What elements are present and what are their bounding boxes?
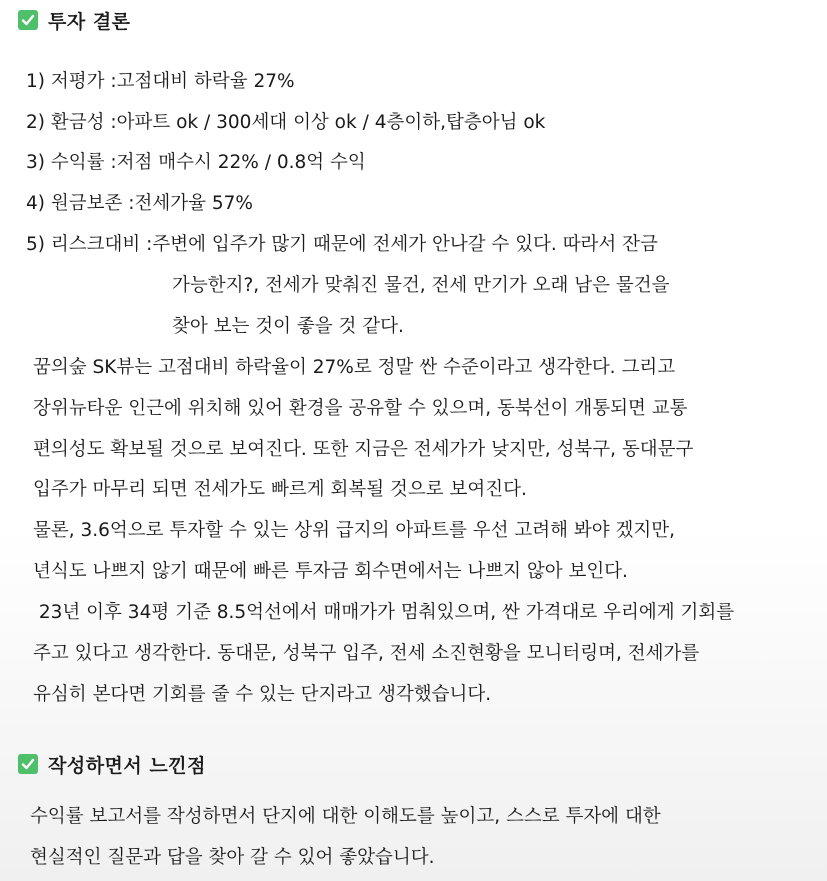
paragraph-line: 수익률 보고서를 작성하면서 단지에 대한 이해도를 높이고, 스스로 투자에 대한 [30, 806, 661, 827]
paragraph-line: 23년 이후 34평 기준 8.5억선에서 매매가가 멈춰있으며, 싼 가격대로 우리에게 기회를 [33, 602, 735, 623]
paragraph-line: 유심히 본다면 기회를 줄 수 있는 단지라고 생각했습니다. [33, 684, 492, 705]
section-title: 작성하면서 느낀점 [48, 754, 206, 777]
list-item [26, 233, 658, 257]
item-text: 고점대비 하락율 27% [116, 71, 295, 92]
paragraph-line: 주고 있다고 생각한다. 동대문, 성북구 입주, 전세 소진현황을 모니터링며, 전세가를 [33, 643, 700, 664]
list-item [26, 111, 545, 135]
check-box-icon [18, 754, 38, 774]
paragraph-line: 물론, 3.6억으로 투자할 수 있는 상위 급지의 아파트를 우선 고려해 봐야 겠지만, [33, 520, 676, 541]
item-label: 5) 리스크대비 : [26, 234, 153, 255]
paragraph-line: 편의성도 확보될 것으로 보여진다. 또한 지금은 전세가가 낮지만, 성북구, 동대문구 [33, 439, 694, 460]
item-label: 4) 원금보존 : [26, 193, 135, 214]
paragraph-line: 꿈의숲 SK뷰는 고점대비 하락율이 27%로 정말 싼 수준이라고 생각한다. 그리고 [33, 357, 676, 378]
list-item [26, 151, 366, 175]
list-item [26, 192, 253, 216]
item-text: 저점 매수시 22% / 0.8억 수익 [116, 152, 366, 173]
paragraph-line: 현실적인 질문과 답을 찾아 갈 수 있어 좋았습니다. [30, 847, 435, 868]
paragraph-line: 년식도 나쁘지 않기 때문에 빠른 투자금 회수면에서는 나쁘지 않아 보인다. [33, 561, 628, 582]
check-box-icon [18, 10, 38, 30]
item-label: 2) 환금성 : [26, 112, 117, 133]
paragraph-line: 입주가 마무리 되면 전세가도 빠르게 회복될 것으로 보여진다. [33, 479, 527, 500]
item-text: 주변에 입주가 많기 때문에 전세가 안나갈 수 있다. 따라서 잔금 [152, 234, 658, 255]
item-text: 전세가율 57% [134, 193, 253, 214]
paragraph-line: 장위뉴타운 인근에 위치해 있어 환경을 공유할 수 있으며, 동북선이 개통되면 교통 [33, 398, 688, 419]
list-item-continuation: 가능한지?, 전세가 맞춰진 물건, 전세 만기가 오래 남은 물건을 [172, 275, 670, 296]
section-heading-conclusion [18, 7, 131, 33]
item-label: 1) 저평가 : [26, 71, 117, 92]
section-heading-impressions [18, 751, 206, 777]
item-text: 아파트 ok / 300세대 이상 ok / 4층이하,탑층아님 ok [116, 112, 546, 133]
item-label: 3) 수익률 : [26, 152, 117, 173]
list-item [26, 70, 295, 94]
section-title: 투자 결론 [48, 10, 131, 33]
list-item-continuation: 찾아 보는 것이 좋을 것 같다. [172, 316, 404, 337]
